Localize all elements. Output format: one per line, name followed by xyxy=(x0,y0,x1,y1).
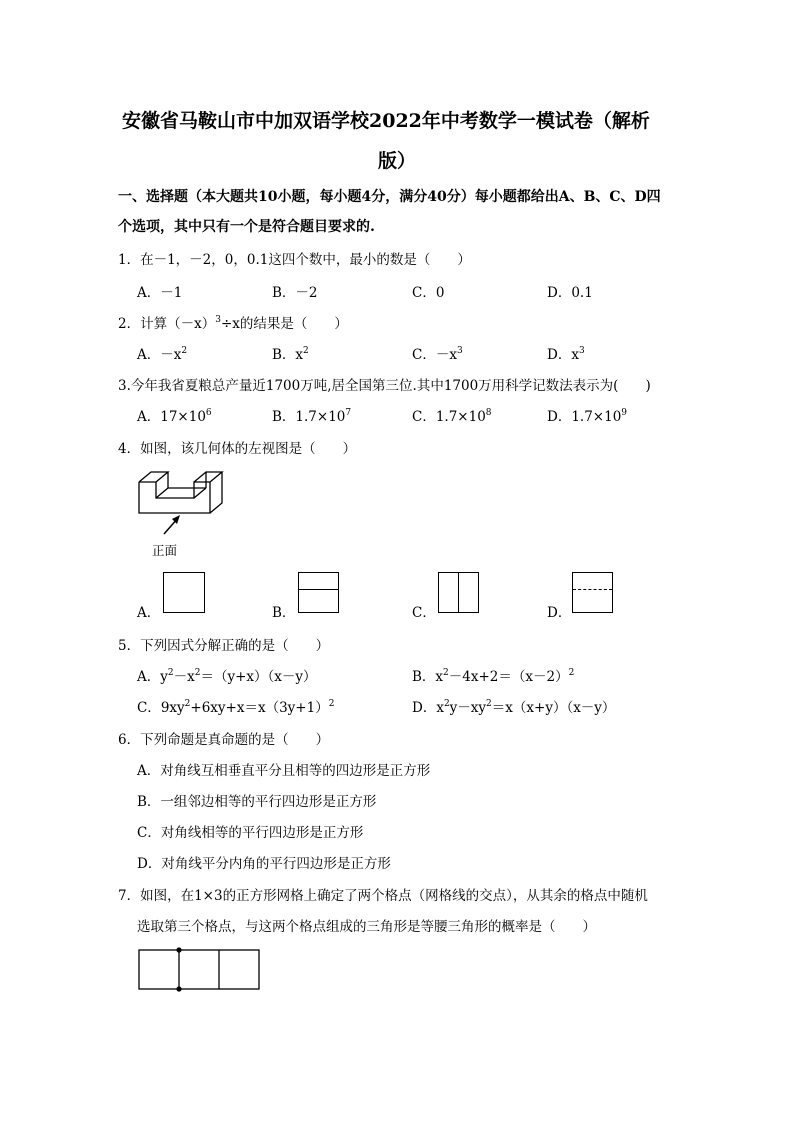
q1-option-c: C．0 xyxy=(412,285,445,301)
q4-stem: 4．如图，该几何体的左视图是（ ） xyxy=(118,441,357,457)
q2-stem: 2．计算$(-x)^3\div x$的结果是（ ） xyxy=(118,315,348,332)
q4-option-d: D． xyxy=(547,605,572,621)
q5-option-b: B．$x^2-4x+2=(x-2)^2$ xyxy=(412,668,575,685)
q6-option-a: A．对角线互相垂直平分且相等的四边形是正方形 xyxy=(137,763,431,779)
q7-stem: 7．如图，在1×3的正方形网格上确定了两个格点（网格线的交点），从其余的格点中随机 xyxy=(118,888,648,904)
page-title-cont: 版） xyxy=(378,150,417,172)
q2-option-d: D．$x^3$ xyxy=(547,346,585,363)
q2-option-b: B．$x^2$ xyxy=(272,346,309,363)
q4-option-b: B． xyxy=(272,605,296,621)
q4-front-label: 正面 xyxy=(152,543,178,558)
q6-stem: 6．下列命题是真命题的是（ ） xyxy=(118,732,330,748)
q4-option-a: A． xyxy=(137,605,161,621)
q3-option-c: C．$1.7\times 10^8$ xyxy=(412,408,492,425)
q3-option-a: A．$17\times 10^6$ xyxy=(137,408,212,425)
q5-option-c: C．$9xy^2+6xy+x=x(3y+1)^2$ xyxy=(137,699,335,716)
page-title: 安徽省马鞍山市中加双语学校2022年中考数学一模试卷（解析 xyxy=(122,110,650,132)
q6-option-b: B．一组邻边相等的平行四边形是正方形 xyxy=(137,794,377,810)
q6-option-d: D．对角线平分内角的平行四边形是正方形 xyxy=(137,856,391,872)
q2-option-c: C．$-x^3$ xyxy=(412,346,463,363)
q4-option-b-figure xyxy=(298,572,339,613)
q2-option-a: A．$-x^2$ xyxy=(137,346,188,363)
q4-option-d-figure xyxy=(572,572,613,613)
q1-option-a: A．－1 xyxy=(137,285,183,301)
q4-option-c: C． xyxy=(412,605,436,621)
q4-option-c-figure xyxy=(438,572,479,613)
q5-stem: 5．下列因式分解正确的是（ ） xyxy=(118,638,330,654)
q5-option-a: A．$y^2-x^2=(y+x)(x-y)$ xyxy=(137,668,317,685)
q6-option-c: C．对角线相等的平行四边形是正方形 xyxy=(137,825,364,841)
q3-option-d: D．$1.7\times 10^9$ xyxy=(547,408,628,425)
q1-stem: 1．在－1，－2，0，0.1这四个数中，最小的数是（ ） xyxy=(118,252,471,268)
q5-option-d: D．$x^2y-xy^2=x(x+y)(x-y)$ xyxy=(412,699,616,716)
q3-stem: 3.今年我省夏粮总产量近1700万吨,居全国第三位.其中1700万用科学记数法表示为( ) xyxy=(118,378,651,394)
q4-option-a-figure xyxy=(163,572,205,613)
section-header: 一、选择题（本大题共10小题，每小题4分，满分40分）每小题都给出A、B、C、D四 xyxy=(118,189,661,205)
q4-solid-figure xyxy=(136,466,236,546)
q1-option-b: B．－2 xyxy=(272,285,318,301)
section-header-cont: 个选项，其中只有一个是符合题目要求的. xyxy=(118,219,375,235)
q7-grid-figure xyxy=(138,948,262,992)
q7-stem-cont: 选取第三个格点，与这两个格点组成的三角形是等腰三角形的概率是（ ） xyxy=(137,919,596,935)
q3-option-b: B．$1.7\times 10^7$ xyxy=(272,408,352,425)
q1-option-d: D．0.1 xyxy=(547,285,593,301)
